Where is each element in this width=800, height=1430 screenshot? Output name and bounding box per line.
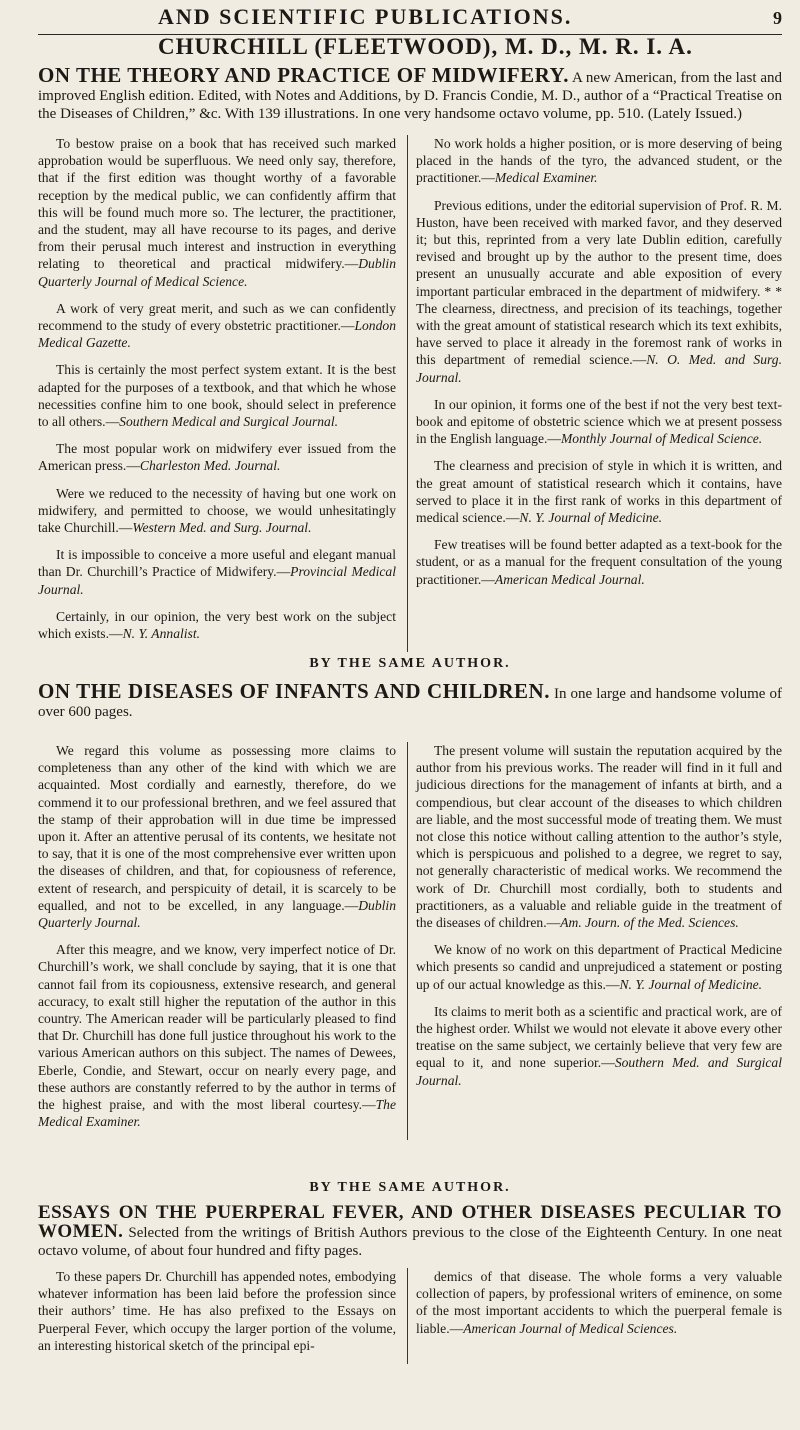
- subtitle-essays: Selected from the writings of British Authors previous to the close of the Eighteenth Century. In one neat octavo volume, of about four hundred and fifty pages.: [38, 1225, 782, 1259]
- review-column-left: [38, 135, 396, 652]
- quote-source: N. Y. Journal of Medicine.: [519, 510, 663, 526]
- quote-source: Monthly Journal of Medical Science.: [560, 431, 763, 447]
- quote-text: This is certainly the most perfect system extant. It is the best adapted for the purposes of a textbook, and that which he whose necessities confine him to one book, should select in preference to all others.—: [38, 362, 396, 430]
- review-column-left: [38, 742, 396, 1140]
- review-quote: [416, 396, 782, 448]
- quote-text: To bestow praise on a book that has received such marked approbation would be superfluous. We need only say, therefore, that if the first edition was thought worthy of a favorable reception by the medical public, we can confidently affirm that this will be found much more so. The lecturer, the practitioner, and the student, may all have recourse to its pages, and derive from their perusal much interest and instruction in everything relating to theoretical and practical midwifery.—: [38, 136, 396, 272]
- quote-source: Charleston Med. Journal.: [139, 458, 281, 474]
- quote-source: The Medical Examiner.: [38, 1097, 396, 1130]
- quote-text: We regard this volume as possessing more claims to completeness than any other of the kind with which we are acquainted. Most cordially and earnestly, therefore, do we commend it to our professional brethren, and we feel assured that the stamp of their approbation will in due time be impressed upon it. After an attentive perusal of its contents, we hesitate not to say, that it is one of the most comprehensive ever written upon the diseases of children, and that, for copiousness of reference, extent of research, and perspicuity of detail, it is scarcely to be equalled, and not to be excelled, in any language.—: [38, 743, 396, 913]
- quote-text: To these papers Dr. Churchill has appended notes, embodying whatever information has been laid before the profession since their authors’ time. He has also prefixed to the Essays on Puerperal Fever, which occupy the larger portion of the volume, an interesting historical sketch of the principal epi-: [38, 1269, 396, 1353]
- title-essays: ESSAYS ON THE PUERPERAL FEVER, AND OTHER DISEASES PECULIAR TO WOMEN.: [38, 1202, 782, 1242]
- subtitle-midwifery: A new American, from the last and improved English edition. Edited, with Notes and Additions, by D. Francis Condie, M. D., author of a “Practical Treatise on the Diseases of Children,” &c. With 139 illustrations. In one very handsome octavo volume, pp. 510. (Lately Issued.): [38, 70, 782, 122]
- quote-source: Dublin Quarterly Journal.: [38, 897, 396, 931]
- review-quote: [38, 608, 396, 642]
- title-midwifery: ON THE THEORY AND PRACTICE OF MIDWIFERY.: [38, 63, 570, 87]
- review-quote: [416, 742, 782, 931]
- quote-text: Previous editions, under the editorial supervision of Prof. R. M. Huston, have been received with marked favor, and they deserved it; but this, reprinted from a very late Dublin edition, carefully revised and brought up by the author to the present time, does present an unusually accurate and able exposition of every important particular embraced in the department of midwifery. * * The clearness, directness, and precision of its teachings, together with the great amount of statistical research which its text exhibits, have served to place it already in the foremost rank of works in this department of remedial science.—: [416, 197, 782, 368]
- quote-text: The most popular work on midwifery ever issued from the American press.—: [38, 441, 396, 474]
- quote-text: We know of no work on this department of Practical Medicine which presents so candid and unprejudiced a statement or posting up of our actual knowledge as this.—: [416, 942, 782, 992]
- page-number: 9: [773, 8, 782, 28]
- reviews-essays: [38, 1268, 782, 1364]
- review-quote: [416, 457, 782, 526]
- quote-text: demics of that disease. The whole forms a very valuable collection of papers, by professional writers of eminence, on some of the most important accidents to which the puerperal female is liable.—: [416, 1269, 782, 1336]
- quote-source: Southern Medical and Surgical Journal.: [119, 414, 339, 430]
- quote-text: Certainly, in our opinion, the very best work on the subject which exists.—: [38, 608, 396, 642]
- quote-source: N. Y. Annalist.: [122, 626, 201, 642]
- quote-text: After this meagre, and we know, very imperfect notice of Dr. Churchill’s work, we shall conclude by saying, that it is one that cannot fail from its copiousness, extensive research, and general accuracy, to exalt still higher the reputation of the author in this country. The American reader will be particularly pleased to find that Dr. Churchill has done full justice throughout his work to the various American authors on this subject. The names of Dewees, Eberle, Condie, and Stewart, occur on nearly every page, and these authors are constantly referred to by the author in terms of the highest praise, and with the most liberal courtesy.—: [38, 942, 396, 1113]
- review-quote: [416, 941, 782, 993]
- quote-text: Were we reduced to the necessity of having but one work on midwifery, and permitted to choose, we would unhesitatingly take Churchill.—: [38, 485, 396, 536]
- book-title-children: [38, 679, 782, 721]
- review-column-right: [407, 135, 782, 652]
- quote-source: Western Med. and Surg. Journal.: [132, 520, 312, 536]
- quote-source: Southern Med. and Surgical Journal.: [416, 1055, 782, 1088]
- quote-text: Its claims to merit both as a scientific and practical work, are of the highest order. Whilst we would not elevate it above every other treatise on the same subject, we certainly believe that very few are equal to it, and none superior.—: [416, 1003, 782, 1071]
- quote-source: Am. Journ. of the Med. Sciences.: [560, 915, 739, 931]
- review-quote: [416, 197, 782, 386]
- book-title-midwifery: [38, 63, 782, 123]
- review-column-right: [407, 1268, 782, 1364]
- review-quote: [38, 485, 396, 537]
- quote-text: Few treatises will be found better adapted as a text-book for the student, or as a manual for the frequent consultation of the young practitioner.—: [416, 537, 782, 587]
- quote-source: Medical Examiner.: [494, 170, 598, 186]
- quote-text: The present volume will sustain the reputation acquired by the author from his previous works. The reader will find in it full and judicious directions for the management of infants at birth, and a compendious, but clear account of the diseases to which children are liable, and the most successful mode of treating them. We must not close this notice without calling attention to the author’s style, which is perspicuous and polished to a degree, we regret to say, not generally characteristic of medical works. We recommend the work of Dr. Churchill most cordially, both to students and practitioners, as a valuable and reliable guide in the treatment of the diseases of children.—: [416, 743, 782, 931]
- review-column-right: [407, 742, 782, 1140]
- quote-text: The clearness and precision of style in which it is written, and the great amount of statistical research which it contains, have served to place it in the first rank of works in this department of medical science.—: [416, 458, 782, 526]
- quote-source: N. Y. Journal of Medicine.: [619, 976, 763, 992]
- reviews-children: [38, 742, 782, 1140]
- quote-source: Dublin Quarterly Journal of Medical Science.: [38, 256, 396, 289]
- review-quote: [416, 135, 782, 187]
- subtitle-children: In one large and handsome volume of over 600 pages.: [38, 686, 782, 720]
- review-quote: [416, 1268, 782, 1337]
- quote-text: No work holds a higher position, or is more deserving of being placed in the hands of the tyro, the advanced student, or the practitioner.—: [416, 136, 782, 186]
- review-quote: [38, 742, 396, 931]
- quote-text: A work of very great merit, and such as we can confidently recommend to the study of every obstetric practitioner.—: [38, 300, 396, 334]
- title-children: ON THE DISEASES OF INFANTS AND CHILDREN.: [38, 679, 550, 703]
- review-quote: [38, 440, 396, 474]
- review-quote: [38, 1268, 396, 1354]
- author-heading: CHURCHILL (FLEETWOOD), M. D., M. R. I. A.: [158, 34, 693, 59]
- quote-source: Provincial Medical Journal.: [38, 564, 396, 597]
- quote-text: It is impossible to conceive a more useful and elegant manual than Dr. Churchill’s Practice of Midwifery.—: [38, 547, 396, 580]
- same-author-heading: BY THE SAME AUTHOR.: [309, 1180, 511, 1195]
- review-quote: [416, 536, 782, 588]
- review-quote: [38, 941, 396, 1130]
- quote-source: American Journal of Medical Sciences.: [463, 1320, 678, 1336]
- review-quote: [38, 300, 396, 352]
- review-quote: [38, 546, 396, 598]
- quote-source: London Medical Gazette.: [38, 318, 396, 351]
- quote-source: American Medical Journal.: [494, 571, 645, 587]
- review-quote: [38, 135, 396, 290]
- review-quote: [38, 361, 396, 430]
- review-column-left: [38, 1268, 396, 1364]
- quote-text: In our opinion, it forms one of the best if not the very best text-book and epitome of obstetric science which we at present possess in the English language.—: [416, 396, 782, 447]
- book-advertisement-page: [38, 0, 782, 1430]
- same-author-heading: BY THE SAME AUTHOR.: [309, 656, 511, 671]
- running-title: AND SCIENTIFIC PUBLICATIONS.: [158, 4, 573, 29]
- running-head: [38, 4, 782, 30]
- review-quote: [416, 1003, 782, 1089]
- reviews-midwifery: [38, 135, 782, 652]
- quote-source: N. O. Med. and Surg. Journal.: [416, 352, 783, 385]
- book-title-essays: [38, 1204, 782, 1260]
